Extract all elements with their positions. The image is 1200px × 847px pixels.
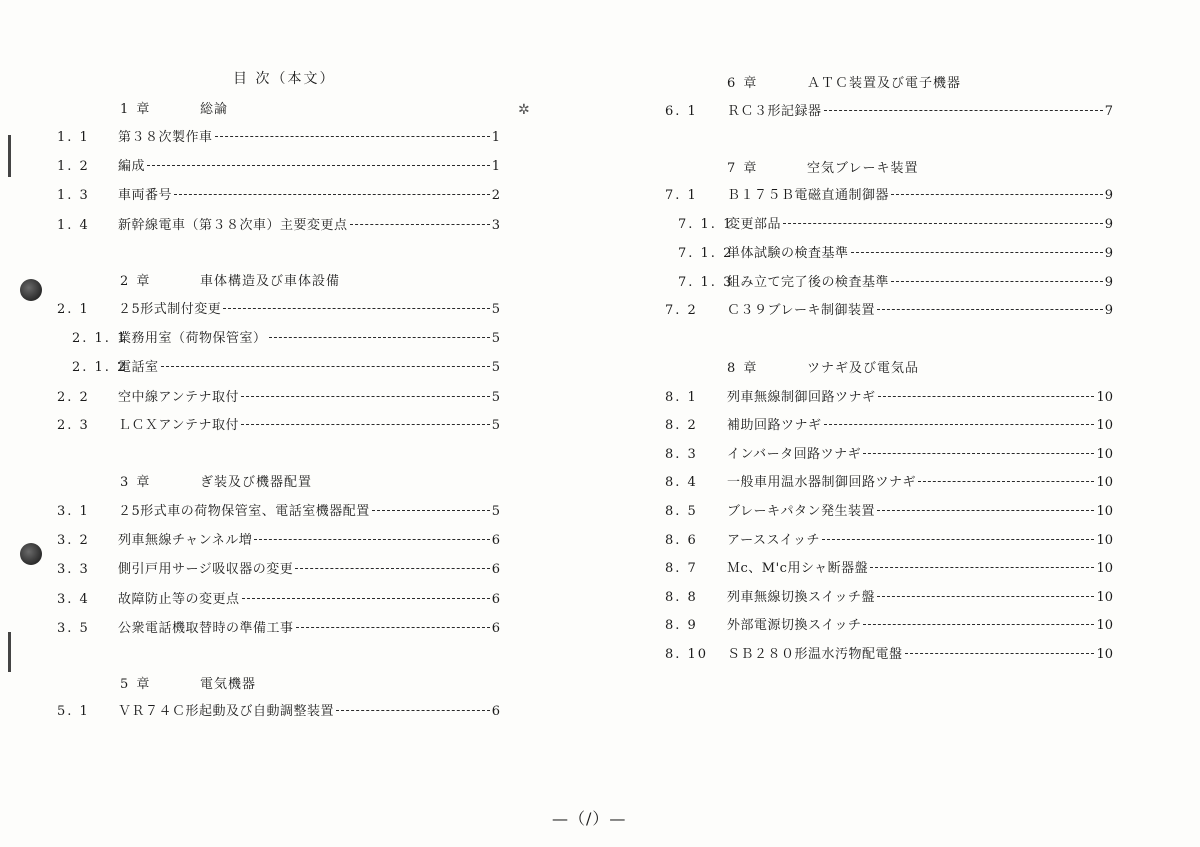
section-title: 列車無線切換スイッチ盤	[727, 590, 875, 605]
toc-entry[interactable]	[57, 617, 500, 637]
toc-entry[interactable]	[665, 614, 1113, 634]
toc-entry[interactable]	[57, 298, 500, 318]
section-number: 5. 1	[57, 704, 90, 719]
dash-leader	[905, 652, 1095, 654]
section-number: 7. 1	[665, 188, 698, 203]
section-number: 1. 2	[57, 159, 90, 174]
toc-entry[interactable]	[665, 414, 1113, 434]
section-title: 補助回路ツナギ	[727, 418, 822, 433]
toc-entry[interactable]	[72, 356, 500, 376]
dash-leader	[863, 452, 1094, 454]
dash-leader	[783, 222, 1103, 224]
toc-entry[interactable]	[665, 500, 1113, 520]
chapter-heading	[727, 357, 919, 376]
page-ref: 10	[1096, 561, 1113, 576]
chapter-title: 車体構造及び車体設備	[200, 274, 341, 289]
toc-entry[interactable]	[57, 126, 500, 146]
section-title: 側引戸用サージ吸収器の変更	[118, 562, 294, 577]
page-ref: 9	[1104, 275, 1113, 290]
page-ref: 10	[1096, 618, 1113, 633]
section-number: 8. 3	[665, 447, 698, 462]
dash-leader	[147, 164, 490, 166]
section-title: 列車無線チャンネル増	[118, 533, 253, 548]
section-title: 電話室	[118, 360, 159, 375]
section-title: ブレーキパタン発生装置	[727, 504, 875, 519]
section-title: Ｂ１７５Ｂ電磁直通制御器	[727, 188, 890, 203]
punch-hole-bottom	[20, 543, 42, 565]
section-number: 3. 3	[57, 562, 90, 577]
toc-entry[interactable]	[678, 271, 1113, 291]
toc-entry[interactable]	[57, 588, 500, 608]
scan-smudge: ✲	[518, 102, 530, 118]
toc-entry[interactable]	[665, 443, 1113, 463]
dash-leader	[269, 336, 490, 338]
toc-entry[interactable]	[665, 586, 1113, 606]
chapter-heading	[120, 471, 312, 490]
section-title: 業務用室（荷物保管室）	[118, 331, 267, 346]
chapter-number: 2 章	[120, 274, 152, 289]
page-ref: 9	[1104, 217, 1113, 232]
section-number: 1. 3	[57, 188, 90, 203]
toc-entry[interactable]	[665, 299, 1113, 319]
section-number: 2. 2	[57, 390, 90, 405]
page-ref: 9	[1104, 246, 1113, 261]
section-title: ＶＲ７４Ｃ形起動及び自動調整装置	[118, 704, 335, 719]
page-ref: 10	[1096, 533, 1113, 548]
chapter-title: 総論	[200, 102, 229, 117]
toc-entry[interactable]	[72, 327, 500, 347]
dash-leader	[877, 595, 1094, 597]
dash-leader	[372, 509, 490, 511]
dash-leader	[918, 480, 1094, 482]
toc-title: 目 次（本文）	[233, 71, 336, 87]
section-number: 7. 1. 3	[678, 275, 734, 290]
section-title: 第３８次製作車	[118, 130, 213, 145]
page-ref: 9	[1104, 303, 1113, 318]
chapter-heading	[727, 157, 918, 176]
section-number: 7. 1. 2	[678, 246, 734, 261]
binding-mark-bottom	[8, 632, 11, 672]
page-ref: 5	[491, 302, 500, 317]
section-number: 8. 1	[665, 390, 698, 405]
section-number: 8. 6	[665, 533, 698, 548]
dash-leader	[215, 135, 490, 137]
dash-leader	[336, 709, 490, 711]
toc-entry[interactable]	[57, 386, 500, 406]
section-title: 変更部品	[727, 217, 782, 232]
page-ref: 1	[491, 130, 500, 145]
chapter-number: 8 章	[727, 361, 759, 376]
chapter-heading	[120, 98, 228, 117]
dash-leader	[878, 395, 1095, 397]
section-title: 公衆電話機取替時の準備工事	[118, 621, 294, 636]
dash-leader	[242, 597, 490, 599]
toc-entry[interactable]	[57, 214, 500, 234]
section-title: 一般車用温水器制御回路ツナギ	[727, 475, 917, 490]
toc-entry[interactable]	[678, 213, 1113, 233]
toc-entry[interactable]	[57, 155, 500, 175]
section-title: ＳＢ２８０形温水汚物配電盤	[727, 647, 903, 662]
section-number: 2. 1. 1	[72, 331, 128, 346]
section-number: 8. 4	[665, 475, 698, 490]
section-title: 組み立て完了後の検査基準	[727, 275, 890, 290]
chapter-number: 6 章	[727, 76, 759, 91]
dash-leader	[851, 251, 1103, 253]
dash-leader	[877, 509, 1094, 511]
section-number: 8. 8	[665, 590, 698, 605]
section-number: 8. 7	[665, 561, 698, 576]
section-title: 列車無線制御回路ツナギ	[727, 390, 876, 405]
section-title: 空中線アンテナ取付	[118, 390, 239, 405]
section-title: ２5形式制付変更	[118, 302, 222, 317]
page-ref: 10	[1096, 647, 1113, 662]
binding-mark-top	[8, 135, 11, 177]
toc-entry[interactable]	[57, 700, 500, 720]
page-ref: 5	[491, 504, 500, 519]
chapter-number: 5 章	[120, 677, 152, 692]
section-number: 6. 1	[665, 104, 698, 119]
chapter-heading	[120, 673, 256, 692]
page-ref: 5	[491, 390, 500, 405]
section-title: 車両番号	[118, 188, 173, 203]
section-number: 8. 2	[665, 418, 698, 433]
chapter-number: 7 章	[727, 161, 759, 176]
dash-leader	[891, 193, 1103, 195]
section-number: 1. 1	[57, 130, 90, 145]
section-title: 新幹線電車（第３８次車）主要変更点	[118, 218, 348, 233]
page-ref: 3	[491, 218, 500, 233]
page-number: —（/）—	[552, 809, 627, 828]
dash-leader	[223, 307, 489, 309]
dash-leader	[824, 423, 1095, 425]
dash-leader	[161, 365, 490, 367]
toc-entry[interactable]	[57, 529, 500, 549]
punch-hole-top	[20, 279, 42, 301]
chapter-number: 1 章	[120, 102, 152, 117]
section-title: Ｃ３９ブレーキ制御装置	[727, 303, 875, 318]
section-number: 3. 1	[57, 504, 90, 519]
page-ref: 7	[1104, 104, 1113, 119]
section-number: 1. 4	[57, 218, 90, 233]
section-number: 3. 2	[57, 533, 90, 548]
page-ref: 6	[491, 621, 500, 636]
section-title: 外部電源切換スイッチ	[727, 618, 862, 633]
dash-leader	[241, 423, 490, 425]
dash-leader	[241, 395, 490, 397]
dash-leader	[254, 538, 489, 540]
toc-entry[interactable]	[665, 184, 1113, 204]
section-title: 編成	[118, 159, 146, 174]
dash-leader	[870, 566, 1094, 568]
page-ref: 1	[491, 159, 500, 174]
dash-leader	[877, 308, 1103, 310]
chapter-title: 空気ブレーキ装置	[807, 161, 919, 176]
chapter-title: 電気機器	[200, 677, 257, 692]
chapter-heading	[120, 270, 340, 289]
toc-entry[interactable]	[678, 242, 1113, 262]
section-title: 故障防止等の変更点	[118, 592, 240, 607]
section-title: ２5形式車の荷物保管室、電話室機器配置	[118, 504, 370, 519]
dash-leader	[822, 538, 1095, 540]
toc-entry[interactable]	[665, 471, 1113, 491]
dash-leader	[174, 193, 490, 195]
section-number: 7. 1. 1	[678, 217, 734, 232]
toc-entry[interactable]	[665, 557, 1113, 577]
page-ref: 10	[1096, 390, 1113, 405]
chapter-title: ぎ装及び機器配置	[200, 475, 313, 490]
toc-entry[interactable]	[665, 643, 1113, 663]
page-ref: 2	[491, 188, 500, 203]
chapter-number: 3 章	[120, 475, 152, 490]
page-ref: 10	[1096, 418, 1113, 433]
section-number: 2. 1. 2	[72, 360, 128, 375]
dash-leader	[863, 623, 1094, 625]
section-number: 2. 3	[57, 418, 90, 433]
section-title: インバータ回路ツナギ	[727, 447, 862, 462]
page-ref: 5	[491, 331, 500, 346]
dash-leader	[296, 626, 490, 628]
page-ref: 6	[491, 592, 500, 607]
toc-entry[interactable]	[57, 500, 500, 520]
toc-entry[interactable]	[57, 558, 500, 578]
page-ref: 6	[491, 704, 500, 719]
section-number: 8. 9	[665, 618, 698, 633]
dash-leader	[891, 280, 1103, 282]
section-title: 単体試験の検査基準	[727, 246, 849, 261]
section-number: 2. 1	[57, 302, 90, 317]
chapter-heading	[727, 72, 961, 91]
section-number: 3. 5	[57, 621, 90, 636]
toc-entry[interactable]	[665, 386, 1113, 406]
section-number: 7. 2	[665, 303, 698, 318]
chapter-title: ツナギ及び電気品	[807, 361, 920, 376]
page-ref: 10	[1096, 475, 1113, 490]
page-ref: 9	[1104, 188, 1113, 203]
dash-leader	[295, 567, 489, 569]
page-ref: 10	[1096, 590, 1113, 605]
section-number: 3. 4	[57, 592, 90, 607]
page-ref: 5	[491, 418, 500, 433]
toc-entry[interactable]	[57, 184, 500, 204]
chapter-title: ＡＴＣ装置及び電子機器	[807, 76, 962, 91]
page-ref: 10	[1096, 504, 1113, 519]
section-title: ＲＣ３形記録器	[727, 104, 822, 119]
section-number: 8. 5	[665, 504, 698, 519]
page-ref: 6	[491, 533, 500, 548]
section-number: 8. 10	[665, 647, 709, 662]
section-title: Ｍc、M'c用シャ断器盤	[727, 561, 869, 576]
section-title: アーススイッチ	[727, 533, 820, 548]
section-title: ＬＣＸアンテナ取付	[118, 418, 239, 433]
page-ref: 5	[491, 360, 500, 375]
toc-entry[interactable]	[665, 100, 1113, 120]
dash-leader	[350, 223, 490, 225]
page-ref: 10	[1096, 447, 1113, 462]
dash-leader	[824, 109, 1103, 111]
page-ref: 6	[491, 562, 500, 577]
toc-entry[interactable]	[57, 414, 500, 434]
toc-entry[interactable]	[665, 529, 1113, 549]
